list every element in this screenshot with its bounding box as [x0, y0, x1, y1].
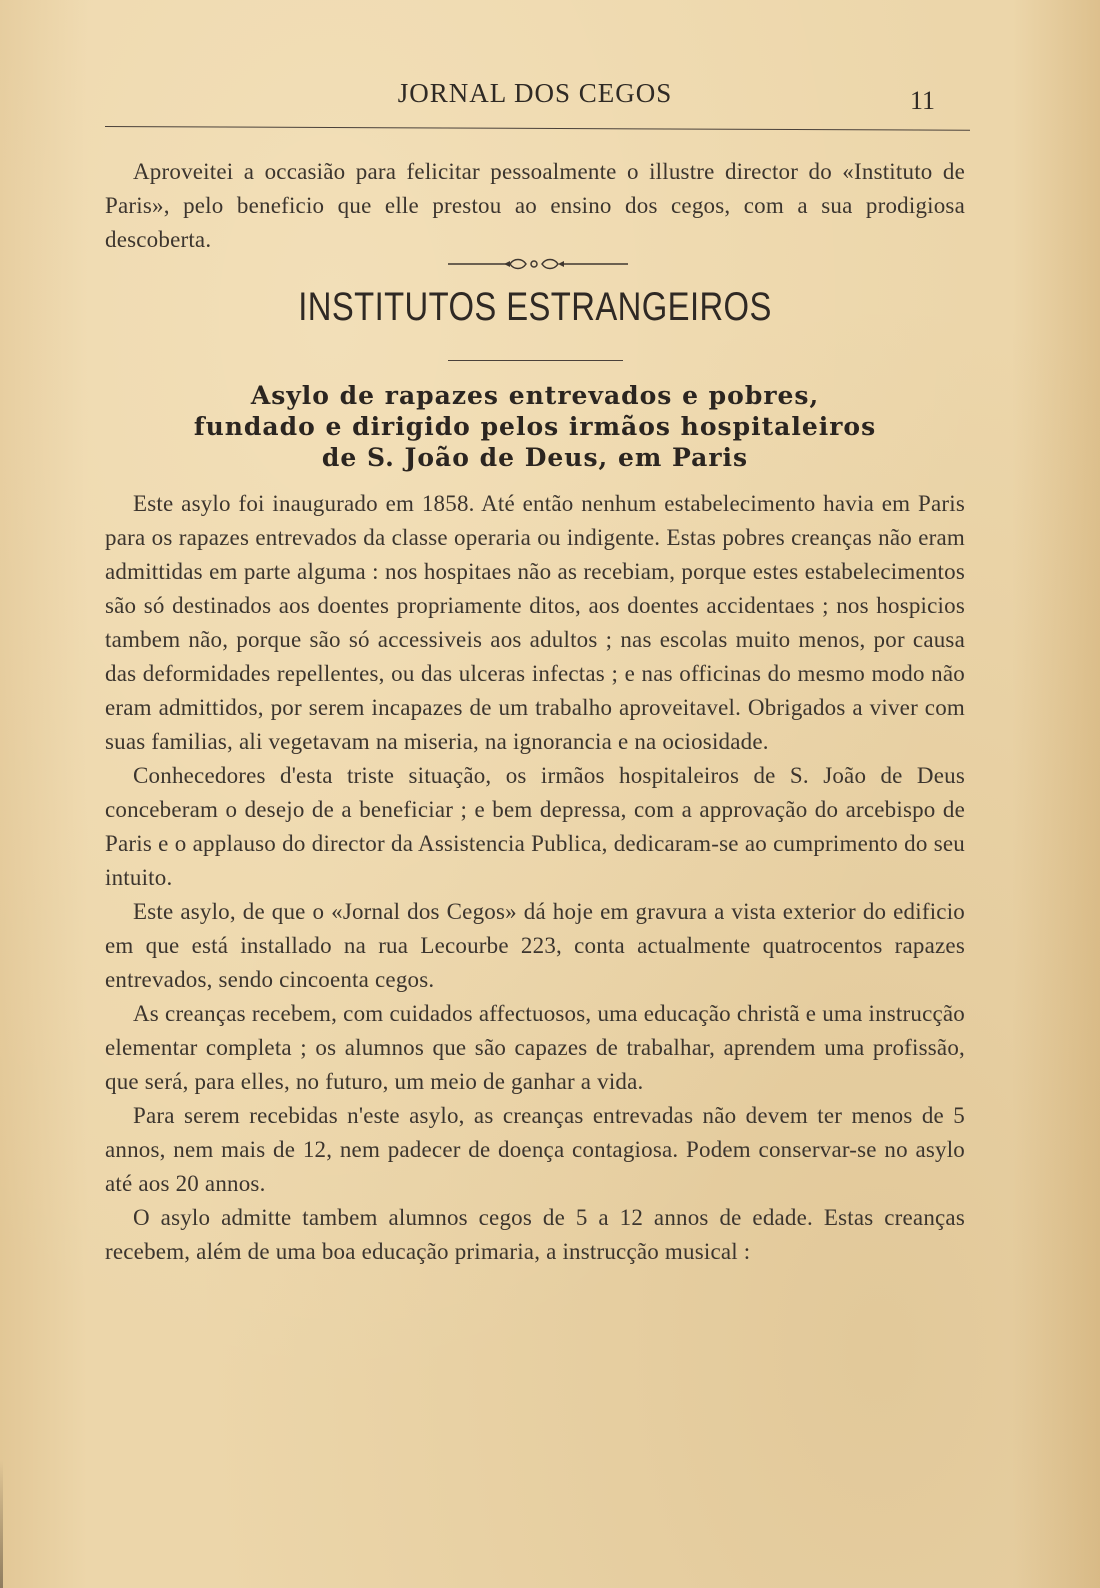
- intro-text: [105, 155, 965, 257]
- subtitle-line: de S. João de Deus, em Paris: [321, 443, 749, 472]
- body-paragraph: Para serem recebidas n'este asylo, as creanças entrevadas não devem ter menos de 5 annos, nem mais de 12, nem padecer de doença contagiosa. Podem conservar-se no asylo até aos 20 annos.: [105, 1103, 965, 1196]
- page-edge-shadow: [0, 1460, 3, 1588]
- section-subtitle: [140, 380, 930, 473]
- flourish-divider-icon: [448, 254, 628, 274]
- body-paragraph: As creanças recebem, com cuidados affectuosos, uma educação christã e uma instrucção elementar completa ; os alumnos que são capazes de trabalhar, aprendem uma profissão, que será, para elles, no futuro, um meio de ganhar a vida.: [105, 1001, 965, 1094]
- body-paragraph: O asylo admitte tambem alumnos cegos de 5 a 12 annos de edade. Estas creanças recebem, além de uma boa educação primaria, a instrucção musical :: [105, 1205, 965, 1264]
- running-title: JORNAL DOS CEGOS: [397, 78, 673, 108]
- subtitle-line: fundado e dirigido pelos irmãos hospitaleiros: [193, 412, 877, 441]
- body-paragraph: Este asylo foi inaugurado em 1858. Até então nenhum estabelecimento havia em Paris para os rapazes entrevados da classe operaria ou indigente. Estas pobres creanças não eram admittidas em parte alguma : nos hospitaes não as recebiam, porque estes estabelecimentos são só destinados aos doentes propriamente ditos, aos doentes accidentaes ; nos hospicios tambem não, porque são só accessiveis aos adultos ; nas escolas muito menos, por causa das deformidades repellentes, ou das ulceras infectas ; e nas officinas do mesmo modo não eram admittidos, por serem incapazes de um trabalho aproveitavel. Obrigados a viver com suas familias, ali vegetavam na miseria, na ignorancia e na ociosidade.: [105, 491, 965, 754]
- body-paragraph: Este asylo, de que o «Jornal dos Cegos» dá hoje em gravura a vista exterior do edificio em que está installado na rua Lecourbe 223, conta actualmente quatrocentos rapazes entrevados, sendo cincoenta cegos.: [105, 899, 965, 992]
- page-header: [105, 78, 965, 118]
- body-paragraph: Conhecedores d'esta triste situação, os irmãos hospitaleiros de S. João de Deus conceberam o desejo de a beneficiar ; e bem depressa, com a approvação do arcebispo de Paris e o applauso do director da Assistencia Publica, dedicaram-se ao cumprimento do seu intuito.: [105, 763, 965, 890]
- intro-paragraph: Aproveitei a occasião para felicitar pessoalmente o illustre director do «Instituto de Paris», pelo beneficio que elle prestou ao ensino dos cegos, com a sua prodigiosa descoberta.: [105, 159, 965, 252]
- section-title: INSTITUTOS ESTRANGEIROS: [298, 285, 772, 329]
- subtitle-line: Asylo de rapazes entrevados e pobres,: [250, 381, 820, 410]
- section-divider: [448, 360, 623, 361]
- article-body: [105, 487, 965, 1269]
- page-number: 11: [909, 86, 935, 115]
- header-rule: [105, 126, 970, 131]
